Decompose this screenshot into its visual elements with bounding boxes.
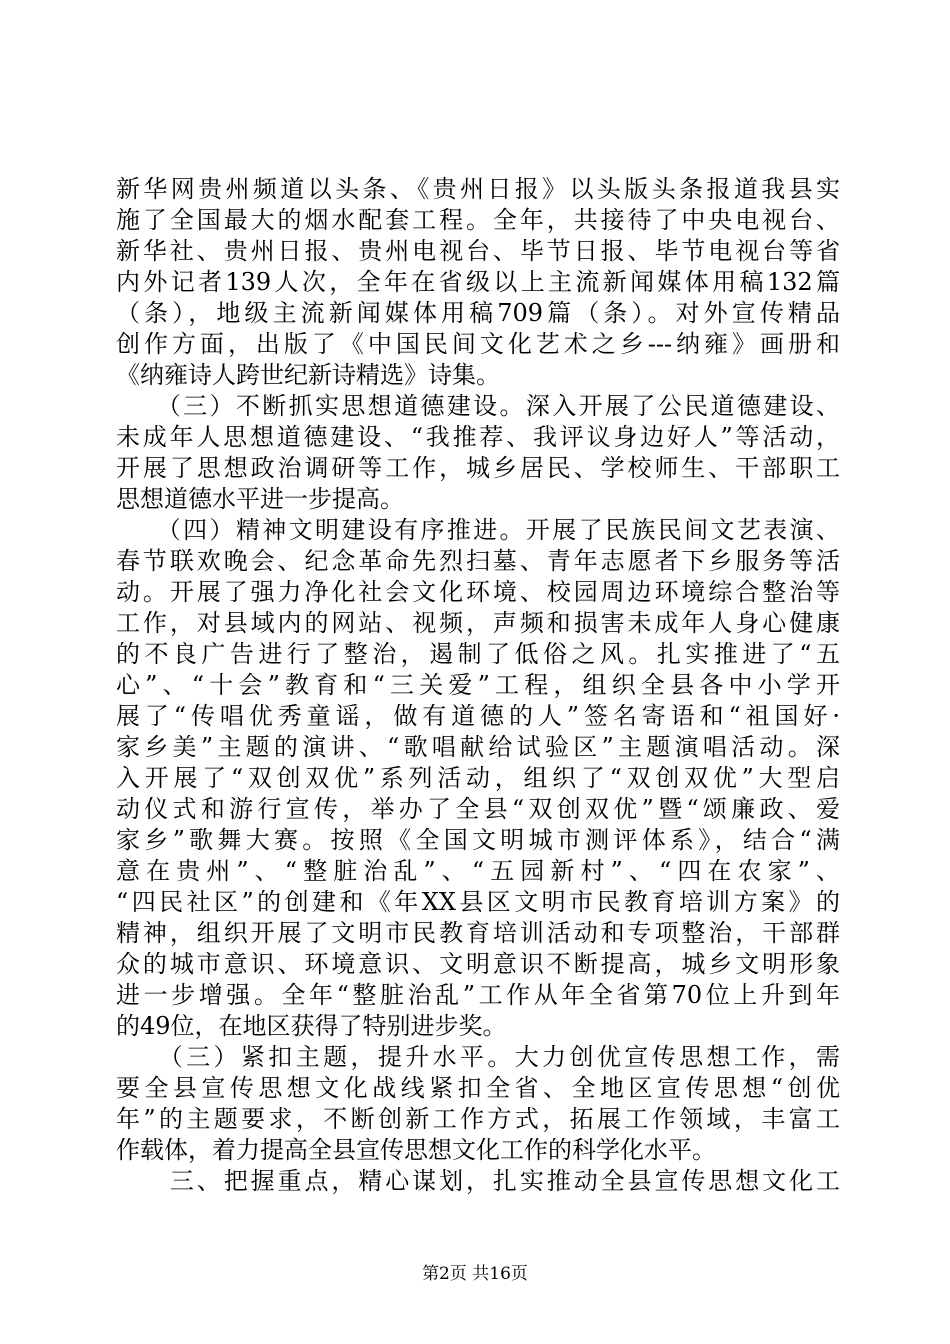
text-line: 作载体，着力提高全县宣传思想文化工作的科学化水平。 <box>116 1136 716 1164</box>
text-line: 工作，对县域内的网站、视频，声频和损害未成年人身心健康 <box>116 609 840 637</box>
text-line: 精神，组织开展了文明市民教育培训活动和专项整治，干部群 <box>116 919 840 947</box>
page-number-label: 第2页 共16页 <box>422 1264 528 1284</box>
text-line: 意在贵州”、“整脏治乱”、“五园新村”、“四在农家”、 <box>116 857 840 885</box>
text-line: 动仪式和游行宣传，举办了全县“双创双优”暨“颂廉政、爱 <box>116 795 840 823</box>
text-line: 《纳雍诗人跨世纪新诗精选》诗集。 <box>116 361 500 389</box>
text-line: （条），地级主流新闻媒体用稿709篇（条）。对外宣传精品 <box>116 299 840 327</box>
text-line: 展了“传唱优秀童谣，做有道德的人”签名寄语和“祖国好· <box>116 702 840 730</box>
text-line: “四民社区”的创建和《年XX县区文明市民教育培训方案》的 <box>116 888 840 916</box>
text-line: 开展了思想政治调研等工作，城乡居民、学校师生、干部职工 <box>116 454 840 482</box>
text-line: （四）精神文明建设有序推进。开展了民族民间文艺表演、 <box>116 516 840 544</box>
text-line: 动。开展了强力净化社会文化环境、校园周边环境综合整治等 <box>116 578 840 606</box>
text-line: 春节联欢晚会、纪念革命先烈扫墓、青年志愿者下乡服务等活 <box>116 547 840 575</box>
text-line: 的49位，在地区获得了特别进步奖。 <box>116 1012 507 1040</box>
text-line: 内外记者139人次，全年在省级以上主流新闻媒体用稿132篇 <box>116 268 840 296</box>
text-line: 的不良广告进行了整治，遏制了低俗之风。扎实推进了“五 <box>116 640 840 668</box>
text-line: 三、把握重点，精心谋划，扎实推动全县宣传思想文化工 <box>116 1167 840 1195</box>
text-line: 家乡美”主题的演讲、“歌唱献给试验区”主题演唱活动。深 <box>116 733 840 761</box>
text-line: 年”的主题要求，不断创新工作方式，拓展工作领域，丰富工 <box>116 1105 840 1133</box>
text-line: 新华网贵州频道以头条、《贵州日报》以头版头条报道我县实 <box>116 175 840 203</box>
text-line: 施了全国最大的烟水配套工程。全年，共接待了中央电视台、 <box>116 206 840 234</box>
text-line: （三）不断抓实思想道德建设。深入开展了公民道德建设、 <box>116 392 840 420</box>
page-footer <box>0 1263 950 1285</box>
text-line: 要全县宣传思想文化战线紧扣全省、全地区宣传思想“创优 <box>116 1074 840 1102</box>
text-line: （三）紧扣主题，提升水平。大力创优宣传思想工作，需 <box>116 1043 840 1071</box>
text-line: 众的城市意识、环境意识、文明意识不断提高，城乡文明形象 <box>116 950 840 978</box>
text-line: 心”、“十会”教育和“三关爱”工程，组织全县各中小学开 <box>116 671 840 699</box>
text-line: 新华社、贵州日报、贵州电视台、毕节日报、毕节电视台等省 <box>116 237 840 265</box>
text-line: 入开展了“双创双优”系列活动，组织了“双创双优”大型启 <box>116 764 840 792</box>
text-line: 思想道德水平进一步提高。 <box>116 485 404 513</box>
document-body <box>116 174 840 1197</box>
text-line: 未成年人思想道德建设、“我推荐、我评议身边好人”等活动， <box>116 423 840 451</box>
text-line: 进一步增强。全年“整脏治乱”工作从年全省第70位上升到年 <box>116 981 840 1009</box>
text-line: 家乡”歌舞大赛。按照《全国文明城市测评体系》，结合“满 <box>116 826 840 854</box>
text-line: 创作方面，出版了《中国民间文化艺术之乡---纳雍》画册和 <box>116 330 840 358</box>
